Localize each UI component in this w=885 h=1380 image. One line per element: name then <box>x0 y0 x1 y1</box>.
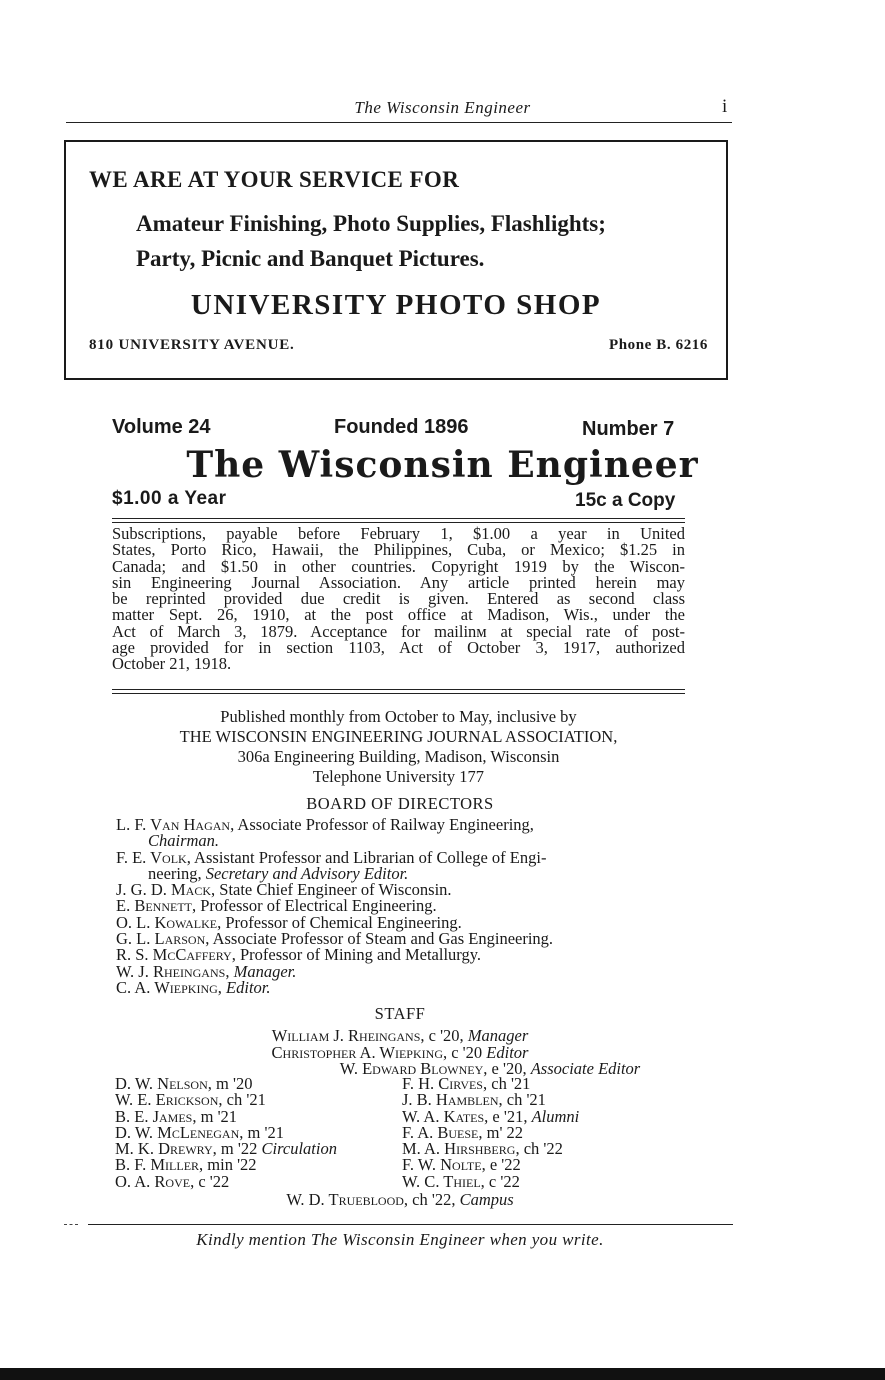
masthead-double-rule <box>112 518 685 523</box>
subscription-line: October 21, 1918. <box>112 654 232 674</box>
ad-phone: Phone B. 6216 <box>608 337 708 353</box>
ad-services-line-2: Party, Picnic and Banquet Pictures. <box>136 246 485 271</box>
footer-rule <box>88 1224 733 1225</box>
staff-member: B. F. Miller, min '22 <box>115 1155 257 1175</box>
volume-label: Volume 24 <box>112 416 211 438</box>
staff-member: F. A. Buese, m' 22 <box>402 1122 524 1142</box>
board-member: F. E. Volk, Assistant Professor and Librarian of College of Engi- <box>116 847 547 867</box>
board-member: L. F. Van Hagan, Associate Professor of Railway Engineering, <box>116 815 534 834</box>
founded-label: Founded 1896 <box>334 416 469 438</box>
staff-member: D. W. McLenegan, m '21 <box>115 1122 284 1142</box>
staff-column-right <box>402 1076 579 1190</box>
staff-editor: Christopher A. Wiepking, c '20 Editor <box>271 1043 529 1062</box>
subscription-line: States, Porto Rico, Hawaii, the Philippines, Cuba, or Mexico; $1.25 in <box>112 540 685 560</box>
yearly-price: $1.00 a Year <box>112 488 227 509</box>
board-member: R. S. McCaffery, Professor of Mining and Metallurgy. <box>116 945 482 965</box>
publisher-name: THE WISCONSIN ENGINEERING JOURNAL ASSOCIATION, <box>179 727 618 746</box>
subscription-line: Act of March 3, 1879. Acceptance for mailinᴍ at special rate of post- <box>112 621 685 641</box>
staff-column-left <box>115 1076 337 1190</box>
running-head: The Wisconsin Engineer <box>354 98 531 117</box>
staff-member: O. A. Rove, c '22 <box>115 1171 230 1191</box>
page-number: i <box>722 96 728 117</box>
subscription-line: be reprinted provided due credit is given. Entered as second class <box>112 589 685 609</box>
board-member: W. J. Rheingans, Manager. <box>116 961 297 981</box>
subscription-notice <box>112 526 685 673</box>
ad-services-line-1: Amateur Finishing, Photo Supplies, Flashlights; <box>136 211 606 236</box>
ad-heading: WE ARE AT YOUR SERVICE FOR <box>89 167 460 192</box>
ad-address: 810 UNIVERSITY AVENUE. <box>89 337 295 353</box>
copy-price: 15c a Copy <box>575 490 676 511</box>
subscription-line: sin Engineering Journal Association. Any article printed herein may <box>112 572 685 592</box>
publisher-telephone: Telephone University 177 <box>312 767 485 786</box>
board-member-role: Chairman. <box>148 831 220 851</box>
staff-heading: STAFF <box>374 1004 426 1023</box>
staff-member: M. K. Drewry, m '22 Circulation <box>115 1139 337 1159</box>
subscription-line: Canada; and $1.50 in other countries. Copyright 1919 by the Wiscon- <box>112 556 685 576</box>
staff-member: W. E. Erickson, ch '21 <box>115 1090 266 1110</box>
staff-member: W. C. Thiel, c '22 <box>402 1171 520 1191</box>
scan-edge-bar <box>0 1368 885 1380</box>
staff-member: M. A. Hirshberg, ch '22 <box>402 1139 563 1159</box>
board-member: C. A. Wiepking, Editor. <box>116 977 271 997</box>
staff-associate-editor: W. Edward Blowney, e '20, Associate Editor <box>339 1059 641 1078</box>
footer-dash <box>64 1224 78 1225</box>
staff-member: W. A. Kates, e '21, Alumni <box>402 1106 580 1126</box>
header-rule <box>66 122 732 123</box>
footer-note: Kindly mention The Wisconsin Engineer when you write. <box>196 1230 604 1249</box>
staff-member: B. E. James, m '21 <box>115 1106 238 1126</box>
board-member-role: neering, Secretary and Advisory Editor. <box>148 863 409 883</box>
staff-campus-editor: W. D. Trueblood, ch '22, Campus <box>286 1190 514 1209</box>
board-member: J. G. D. Mack, State Chief Engineer of Wisconsin. <box>116 880 452 900</box>
photo-shop-advertisement <box>64 140 728 380</box>
section-double-rule <box>112 689 685 694</box>
board-heading: BOARD OF DIRECTORS <box>306 794 494 813</box>
publication-info <box>112 707 685 787</box>
publication-schedule: Published monthly from October to May, inclusive by <box>220 707 577 726</box>
staff-member: D. W. Nelson, m '20 <box>115 1074 253 1093</box>
staff-member: J. B. Hamblen, ch '21 <box>402 1090 546 1110</box>
subscription-line: age provided for in section 1103, Act of October 3, 1917, authorized <box>112 638 685 658</box>
publisher-address: 306a Engineering Building, Madison, Wisconsin <box>237 747 560 766</box>
subscription-line: Subscriptions, payable before February 1, $1.00 a year in United <box>112 524 685 543</box>
staff-member: F. H. Cirves, ch '21 <box>402 1074 531 1093</box>
board-list <box>116 817 689 996</box>
issue-number-label: Number 7 <box>582 418 675 440</box>
staff-manager: William J. Rheingans, c '20, Manager <box>271 1026 529 1045</box>
subscription-line: matter Sept. 26, 1910, at the post office at Madison, Wis., under the <box>112 605 685 625</box>
staff-member: F. W. Nolte, e '22 <box>402 1155 521 1175</box>
board-member: E. Bennett, Professor of Electrical Engineering. <box>116 896 437 916</box>
journal-title: The Wisconsin Engineer <box>186 444 699 486</box>
ad-shop-name: UNIVERSITY PHOTO SHOP <box>190 289 602 321</box>
board-member: O. L. Kowalke, Professor of Chemical Engineering. <box>116 912 462 932</box>
board-member: G. L. Larson, Associate Professor of Steam and Gas Engineering. <box>116 929 554 949</box>
